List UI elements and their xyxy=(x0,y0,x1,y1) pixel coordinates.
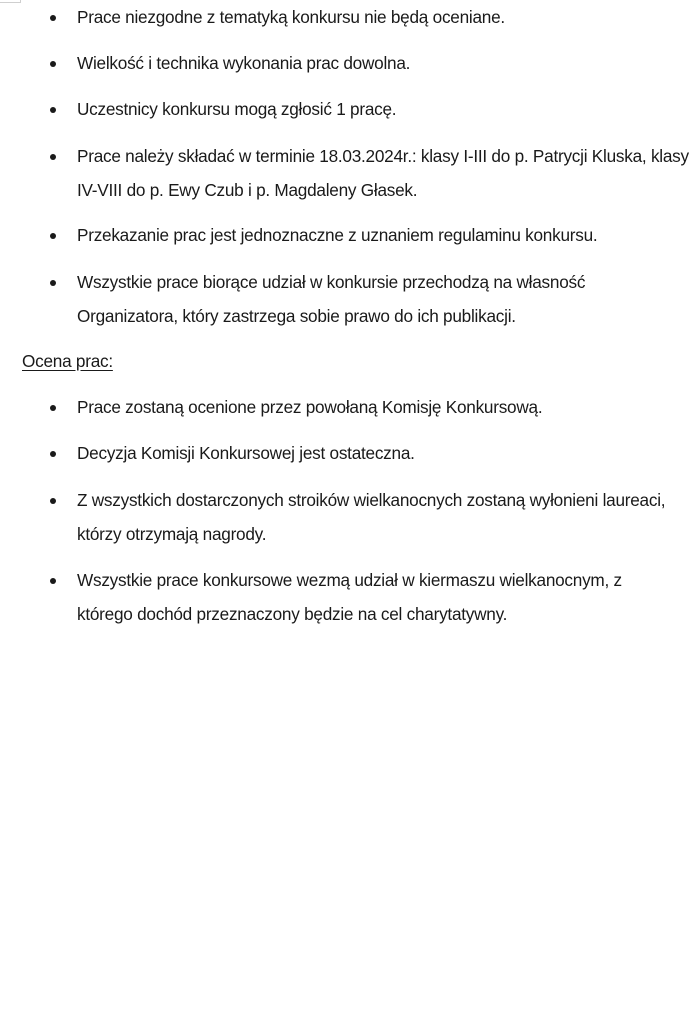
list-item-text: Prace niezgodne z tematyką konkursu nie będą oceniane. xyxy=(77,7,505,27)
list-item-text: Uczestnicy konkursu mogą zgłosić 1 pracę. xyxy=(77,99,397,119)
list-item-text: Prace zostaną ocenione przez powołaną Komisję Konkursową. xyxy=(77,397,543,417)
bullet-icon xyxy=(50,154,56,160)
bullet-icon xyxy=(50,498,56,504)
bullet-icon xyxy=(50,280,56,286)
list-item xyxy=(0,390,696,424)
bullet-icon xyxy=(50,451,56,457)
bullet-icon xyxy=(50,405,56,411)
section-heading-ocena-prac: Ocena prac: xyxy=(22,351,113,371)
list-item xyxy=(0,436,696,470)
list-item xyxy=(0,483,673,551)
list-item xyxy=(0,46,696,80)
bullet-icon xyxy=(50,578,56,584)
bullet-icon xyxy=(50,61,56,67)
bullet-icon xyxy=(50,107,56,113)
list-item-text: Przekazanie prac jest jednoznaczne z uznaniem regulaminu konkursu. xyxy=(77,225,598,245)
list-item xyxy=(0,218,696,252)
bullet-icon xyxy=(50,233,56,239)
list-item-text: Wielkość i technika wykonania prac dowolna. xyxy=(77,53,411,73)
list-item xyxy=(0,92,696,126)
list-item-text: Wszystkie prace konkursowe wezmą udział w kiermaszu wielkanocnym, z którego dochód przeznaczony będzie na cel charytatywny. xyxy=(77,570,622,624)
list-item-text: Prace należy składać w terminie 18.03.2024r.: klasy I-III do p. Patrycji Kluska, klasy IV-VIII do p. Ewy Czub i p. Magdaleny Głasek. xyxy=(77,146,689,200)
list-item-text: Decyzja Komisji Konkursowej jest ostateczna. xyxy=(77,443,415,463)
list-item-text: Z wszystkich dostarczonych stroików wielkanocnych zostaną wyłonieni laureaci, którzy otrzymają nagrody. xyxy=(77,490,666,544)
list-item xyxy=(0,265,663,333)
list-item-text: Wszystkie prace biorące udział w konkursie przechodzą na własność Organizatora, który zastrzega sobie prawo do ich publikacji. xyxy=(77,272,586,326)
list-item xyxy=(0,563,679,631)
bullet-icon xyxy=(50,15,56,21)
list-item xyxy=(0,0,696,34)
list-item xyxy=(0,139,696,207)
